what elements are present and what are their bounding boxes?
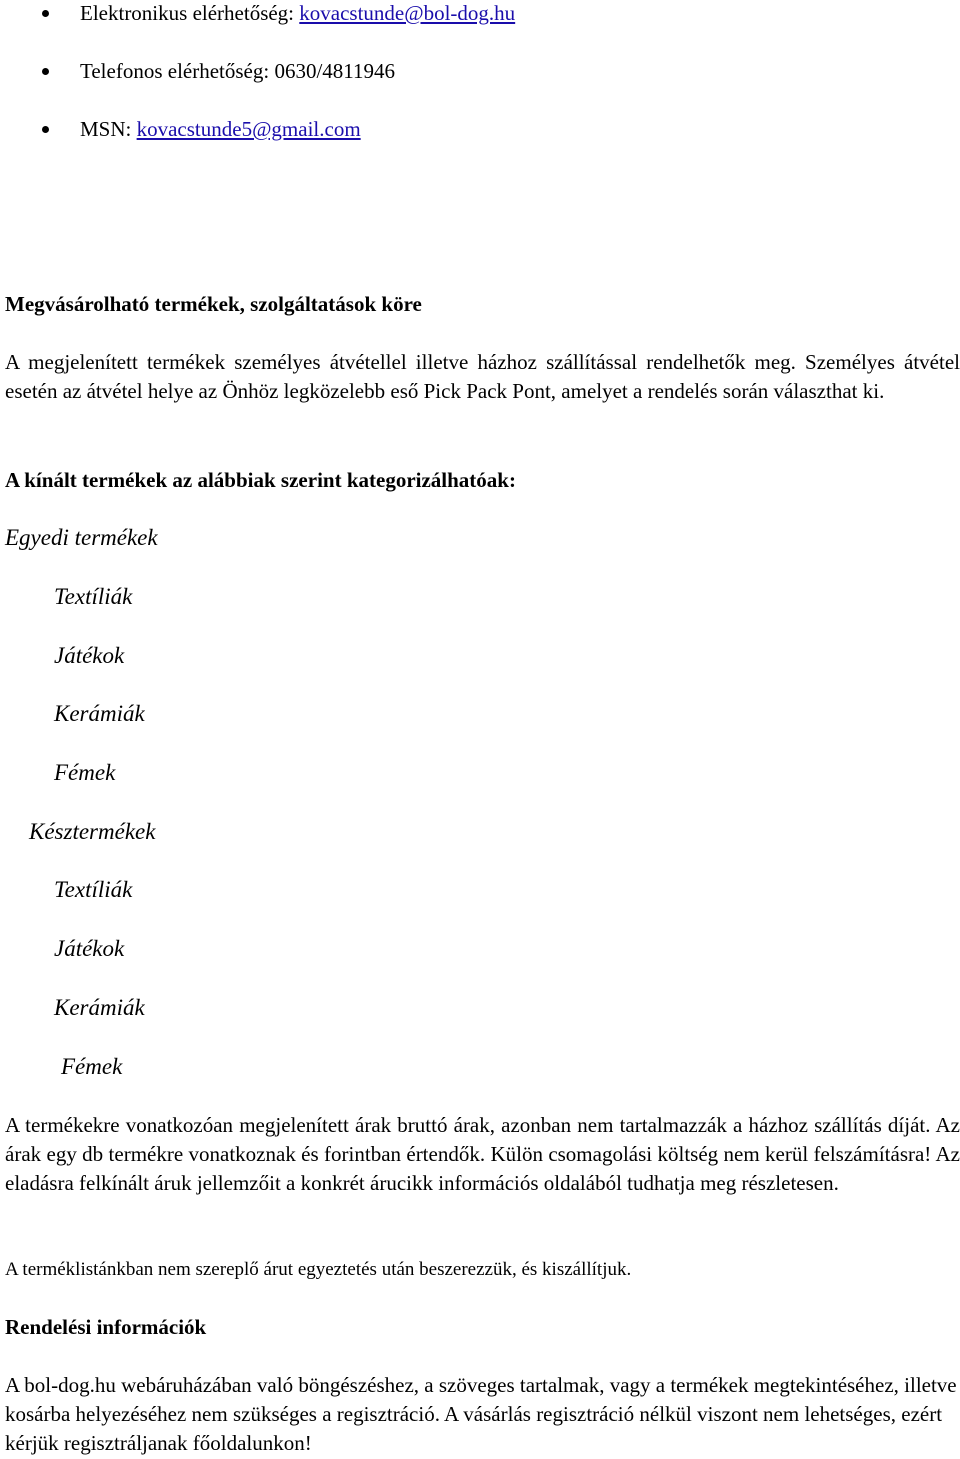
category-item: Játékok <box>54 936 125 961</box>
category-group-name: Egyedi termékek <box>5 525 158 550</box>
contact-phone-line: Telefonos elérhetőség: 0630/4811946 <box>80 59 396 83</box>
category-group-name: Késztermékek <box>29 819 156 844</box>
category-item: Kerámiák <box>54 701 145 726</box>
prices-paragraph: A termékekre vonatkozóan megjelenített árak bruttó árak, azonban nem tartalmazzák a házhoz szállítás díját. Az árak egy db termékre vonatkoznak és forintban értendők. Külön csomagolási költség nem kerül felszámításra! Az eladásra felkínált áruk jellemzőit a konkrét árucikk információs oldalából tudhatja meg részletesen. <box>5 1113 960 1195</box>
category-item: Fémek <box>54 760 116 785</box>
products-heading: Megvásárolható termékek, szolgáltatások köre <box>5 292 422 316</box>
contact-email-line <box>80 0 515 26</box>
category-item: Játékok <box>54 643 125 668</box>
contact-msn-line <box>80 116 361 142</box>
bullet-icon <box>42 10 49 17</box>
category-item: Textíliák <box>54 877 133 902</box>
email-link[interactable]: kovacstunde@bol-dog.hu <box>299 1 516 25</box>
ordering-paragraph: A bol-dog.hu webáruházában való böngészéshez, a szöveges tartalmak, vagy a termékek megtekintéséhez, illetve kosárba helyezéséhez nem szükséges a regisztráció. A vásárlás regisztráció nélkül viszont nem lehetséges, ezért kérjük regisztráljanak főoldalunkon! <box>5 1373 957 1455</box>
ordering-heading: Rendelési információk <box>5 1315 207 1339</box>
msn-label: MSN: <box>80 117 137 141</box>
bullet-icon <box>42 126 49 133</box>
msn-link[interactable]: kovacstunde5@gmail.com <box>136 117 361 141</box>
category-item: Textíliák <box>54 584 133 609</box>
bullet-icon <box>42 68 49 75</box>
category-item: Kerámiák <box>54 995 145 1020</box>
category-item: Fémek <box>61 1054 123 1079</box>
sourcing-note: A terméklistánkban nem szereplő árut egyeztetés után beszerezzük, és kiszállítjuk. <box>5 1259 632 1280</box>
email-label: Elektronikus elérhetőség: <box>80 1 300 25</box>
categories-heading: A kínált termékek az alábbiak szerint kategorizálhatóak: <box>5 468 516 492</box>
products-intro: A megjelenített termékek személyes átvétellel illetve házhoz szállítással rendelhetők meg. Személyes átvétel esetén az átvétel helye az Önhöz legközelebb eső Pick Pack Pont, amelyet a rendelés során választhat ki. <box>5 350 960 403</box>
